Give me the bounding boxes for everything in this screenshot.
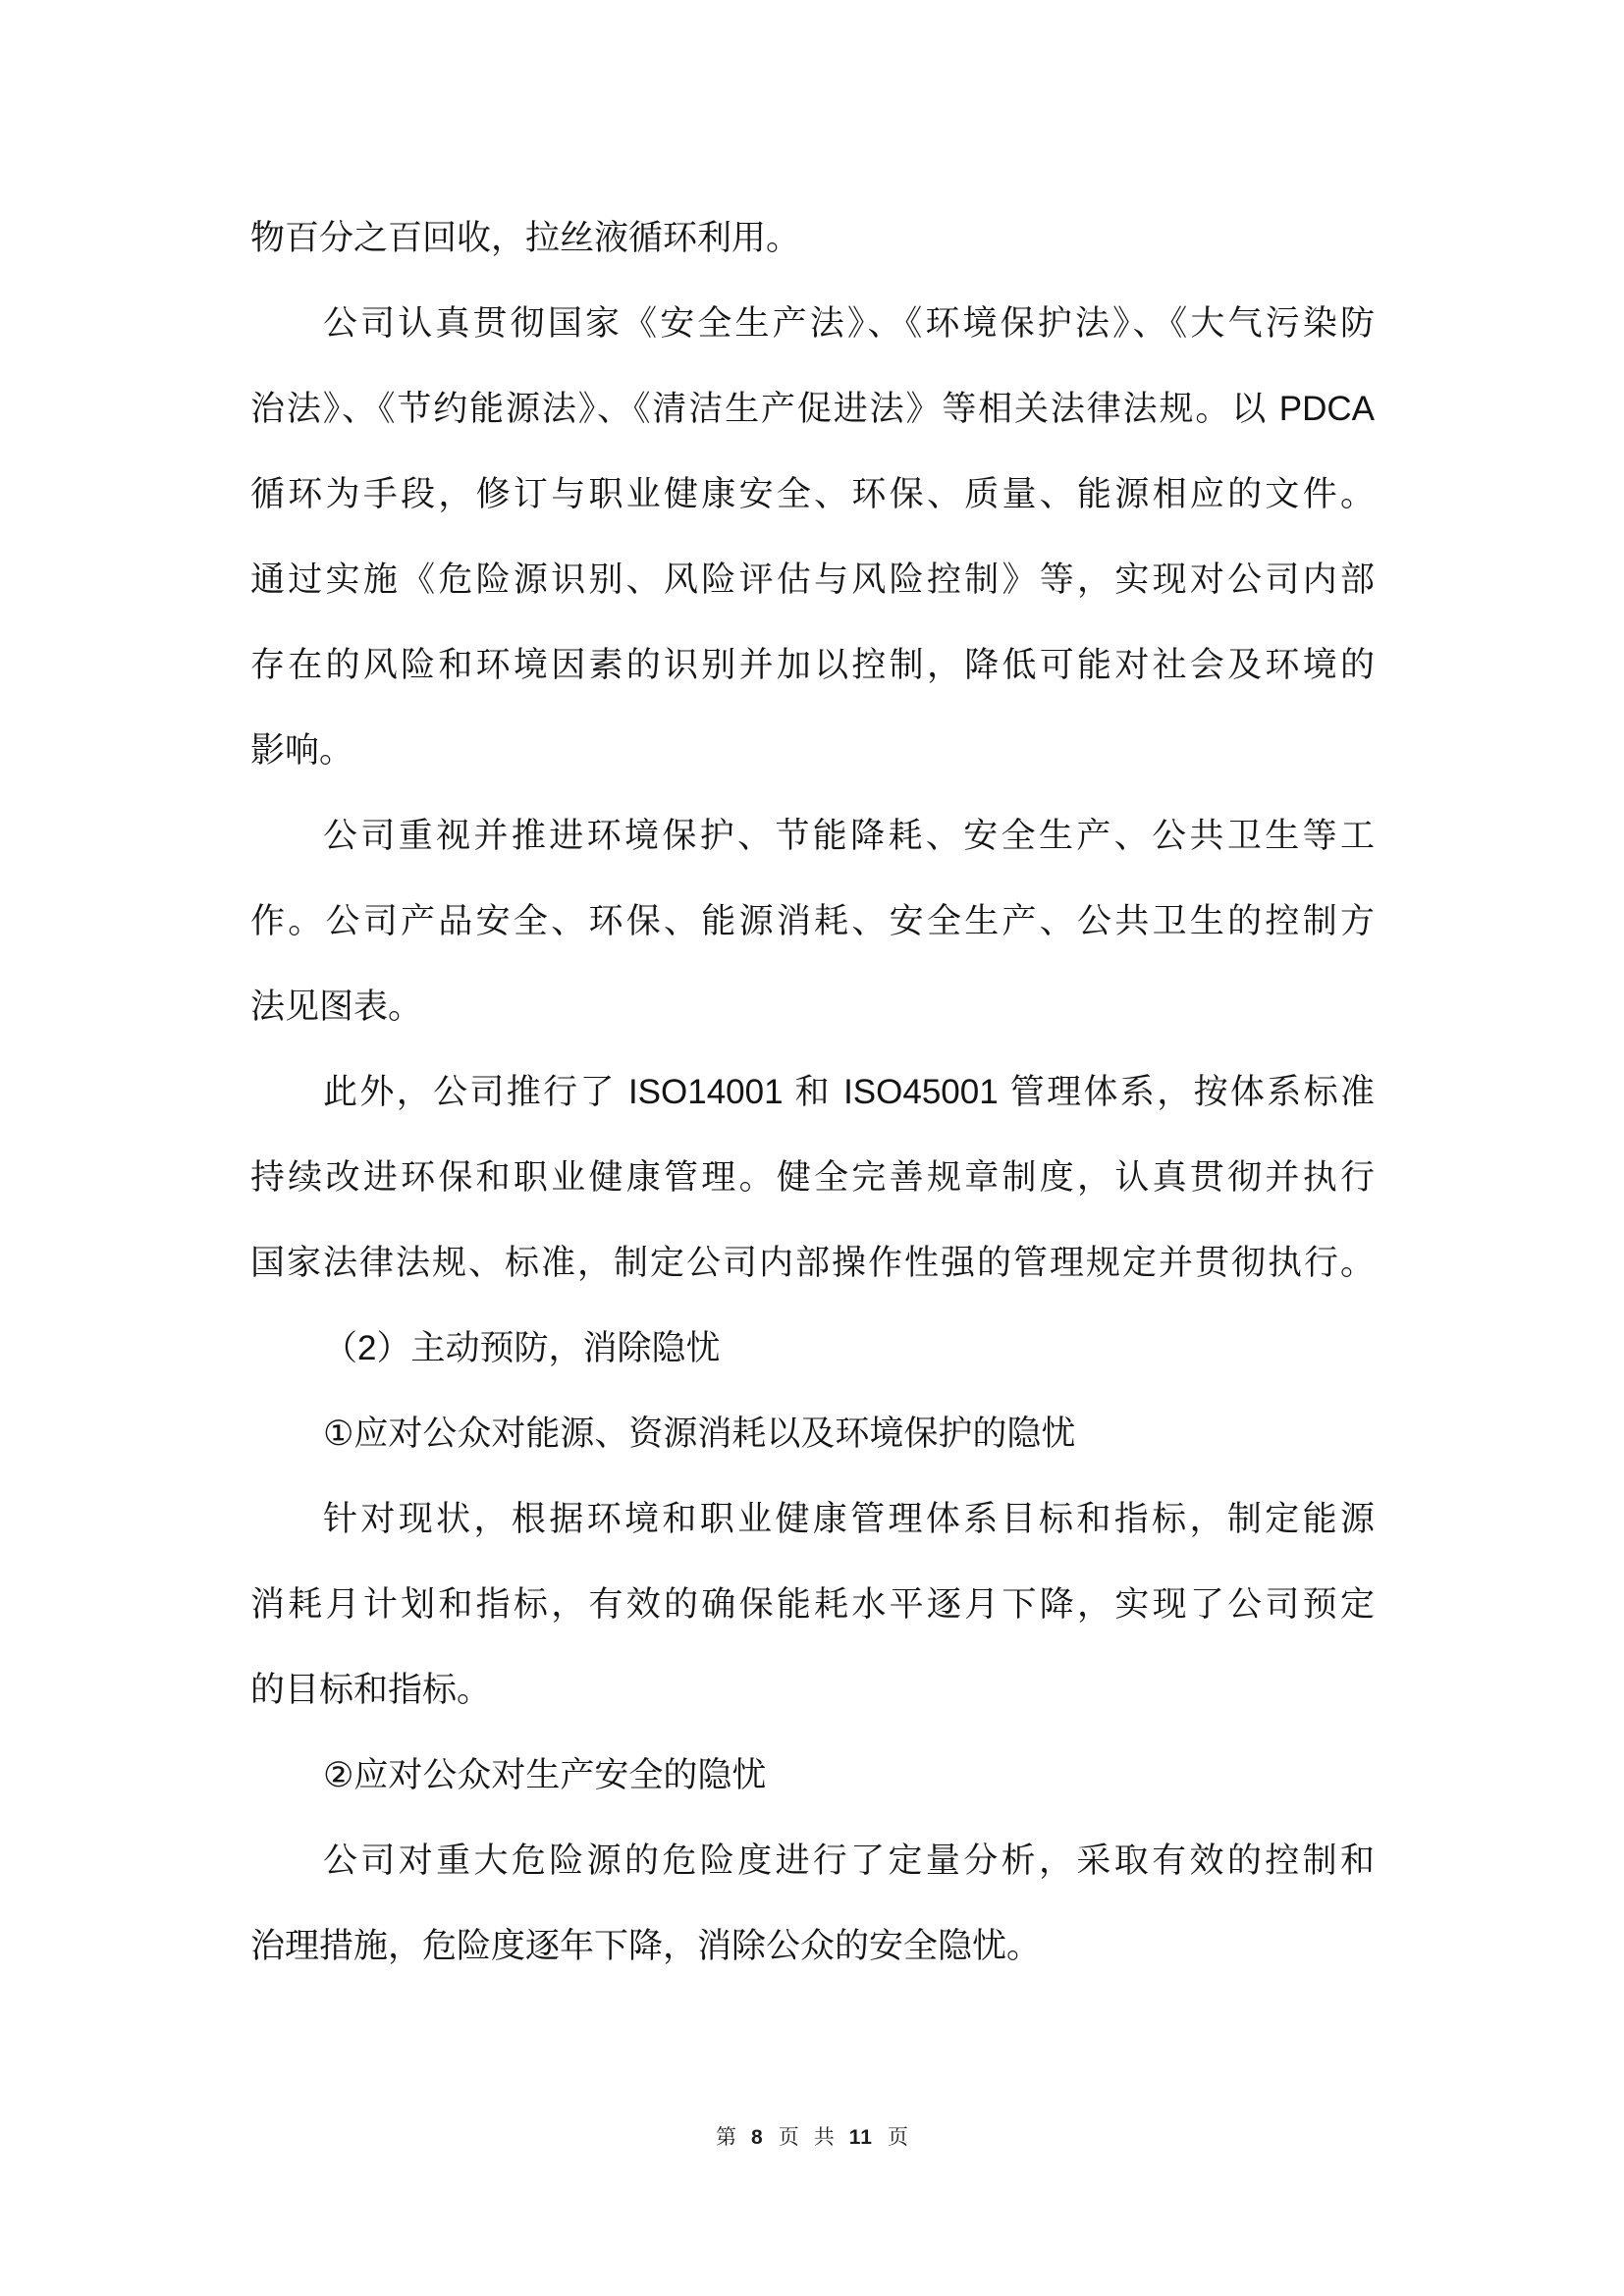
text-line-section-heading: （2）主动预防，消除隐忧 xyxy=(323,1329,721,1367)
text-line: 公司对重大危险源的危险度进行了定量分析，采取有效的控制和 xyxy=(323,1842,1375,1880)
text-line: 通过实施《危险源识别、风险评估与风险控制》等，实现对公司内部 xyxy=(250,561,1375,599)
text-line-subitem-heading: ②应对公众对生产安全的隐忧 xyxy=(323,1756,767,1794)
text-line: 治理措施，危险度逐年下降，消除公众的安全隐忧。 xyxy=(250,1927,1042,1965)
text-line: 国家法律法规、标准，制定公司内部操作性强的管理规定并贯彻执行。 xyxy=(250,1244,1375,1282)
text-line: 影响。 xyxy=(250,731,354,770)
text-line: 此外，公司推行了 ISO14001 和 ISO45001 管理体系，按体系标准 xyxy=(323,1073,1375,1111)
text-line-subitem-heading: ①应对公众对能源、资源消耗以及环境保护的隐忧 xyxy=(323,1415,1076,1453)
document-body xyxy=(250,195,1375,1989)
footer-label-total-prefix: 共 xyxy=(813,2126,835,2149)
text-line: 治法》、《节约能源法》、《清洁生产促进法》等相关法律法规。以 PDCA xyxy=(250,390,1375,428)
footer-label-page-prefix: 第 xyxy=(716,2126,737,2149)
text-line: 存在的风险和环境因素的识别并加以控制，降低可能对社会及环境的 xyxy=(250,646,1375,684)
footer-label-page: 页 xyxy=(778,2126,799,2149)
text-line: 循环为手段，修订与职业健康安全、环保、质量、能源相应的文件。 xyxy=(250,475,1375,513)
footer-label-total-page: 页 xyxy=(887,2126,908,2149)
text-line: 物百分之百回收，拉丝液循环利用。 xyxy=(250,219,801,257)
text-line: 公司认真贯彻国家《安全生产法》、《环境保护法》、《大气污染防 xyxy=(323,304,1375,343)
text-line: 公司重视并推进环境保护、节能降耗、安全生产、公共卫生等工 xyxy=(323,817,1375,855)
footer-current-page-number: 8 xyxy=(751,2126,764,2149)
text-line: 作。公司产品安全、环保、能源消耗、安全生产、公共卫生的控制方 xyxy=(250,902,1375,940)
page-footer xyxy=(0,2116,1624,2160)
text-line: 消耗月计划和指标，有效的确保能耗水平逐月下降，实现了公司预定 xyxy=(250,1585,1375,1624)
text-line: 持续改进环保和职业健康管理。健全完善规章制度，认真贯彻并执行 xyxy=(250,1158,1375,1197)
text-line: 的目标和指标。 xyxy=(250,1671,492,1709)
text-line: 针对现状，根据环境和职业健康管理体系目标和指标，制定能源 xyxy=(323,1500,1375,1538)
footer-total-page-number: 11 xyxy=(848,2126,873,2149)
text-line: 法见图表。 xyxy=(250,988,423,1026)
